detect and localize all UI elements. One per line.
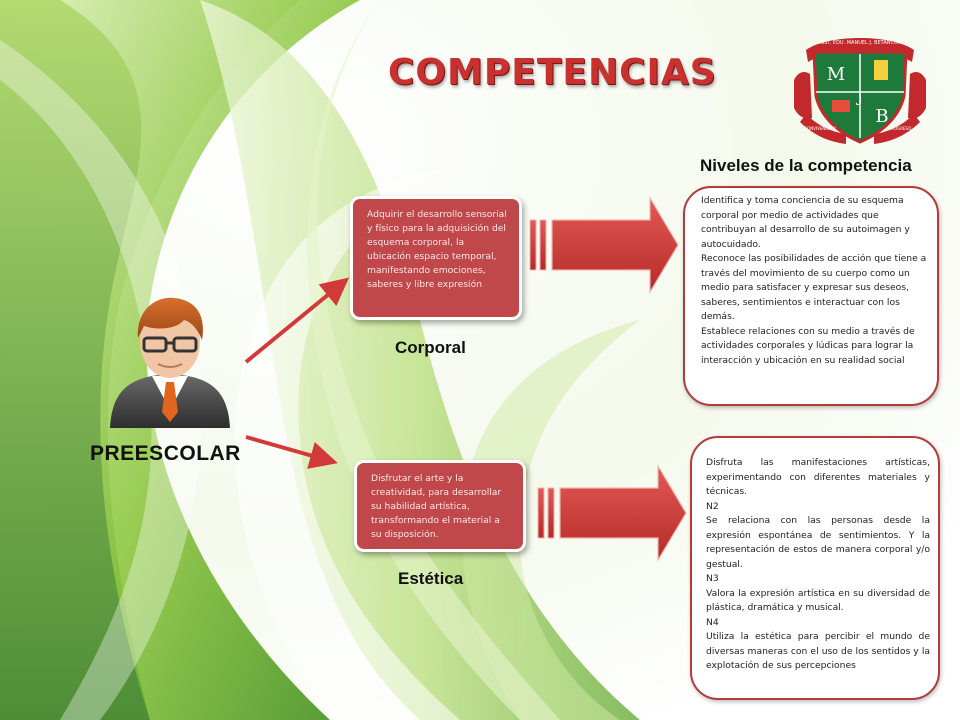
crest-letter-b: B: [875, 106, 889, 127]
level-text: Se relaciona con las personas desde la expresión espontánea de sentimientos. Y la representación de estos de manera corporal y/o gestual.: [706, 515, 930, 570]
level-text: Valora la expresión artística en su diversidad de plástica, dramática y musical.: [706, 587, 930, 613]
level-number: N2: [706, 500, 719, 512]
level-text: Reconoce las posibilidades de acción que tiene a través del movimiento de su cuerpo como un medio para satisfacer y expresar sus deseos, saberes, sentimientos e interactuar con los demás.: [701, 253, 927, 322]
school-crest-logo: [788, 22, 932, 150]
crest-ribbon-right: PROGRESO: [888, 126, 912, 131]
page-title: COMPETENCIAS: [388, 52, 717, 93]
level-text: Disfruta las manifestaciones artísticas, experimentando con diferentes materiales y técnicas.: [706, 457, 930, 497]
level-text: Utiliza la estética para percibir el mundo de diversas maneras con el uso de los sentidos y la explotación de sus percepciones: [706, 631, 930, 671]
competency-box-corporal: [350, 196, 522, 320]
teacher-avatar-icon: [100, 290, 240, 430]
level-label-preescolar: PREESCOLAR: [90, 442, 241, 465]
level-number: N3: [706, 573, 719, 584]
level-text: Establece relaciones con su medio a través de actividades corporales y lúdicas para lograr la interacción y ubicación en su realidad social: [701, 325, 915, 366]
levels-box-estetica: [690, 436, 940, 700]
competency-description: Disfrutar el arte y la creatividad, para desarrollar su habilidad artística, transformando el material a su disposición.: [371, 473, 502, 540]
crest-letter-j: J: [857, 90, 863, 106]
competency-box-estetica: [354, 460, 526, 552]
levels-box-corporal: [683, 186, 939, 406]
competency-label-estetica: Estética: [398, 569, 464, 588]
crest-letter-m: M: [826, 64, 846, 85]
crest-banner-text: INST. EDU. MANUEL J. BETANCUR: [818, 40, 902, 46]
crest-ribbon-left: CONVIVENCIA Y: [804, 126, 836, 131]
levels-heading: Niveles de la competencia: [700, 156, 912, 175]
level-number: N4: [706, 616, 719, 628]
competency-label-corporal: Corporal: [395, 338, 466, 357]
level-text: Identifica y toma conciencia de su esquema corporal por medio de actividades que contribuyan al desarrollo de su autoimagen y autocuidado.: [701, 195, 910, 250]
competency-description: Adquirir el desarrollo sensorial y físico para la adquisición del esquema corporal, la ubicación espacio temporal, manifestando emociones, saberes y libre expresión: [367, 209, 507, 290]
